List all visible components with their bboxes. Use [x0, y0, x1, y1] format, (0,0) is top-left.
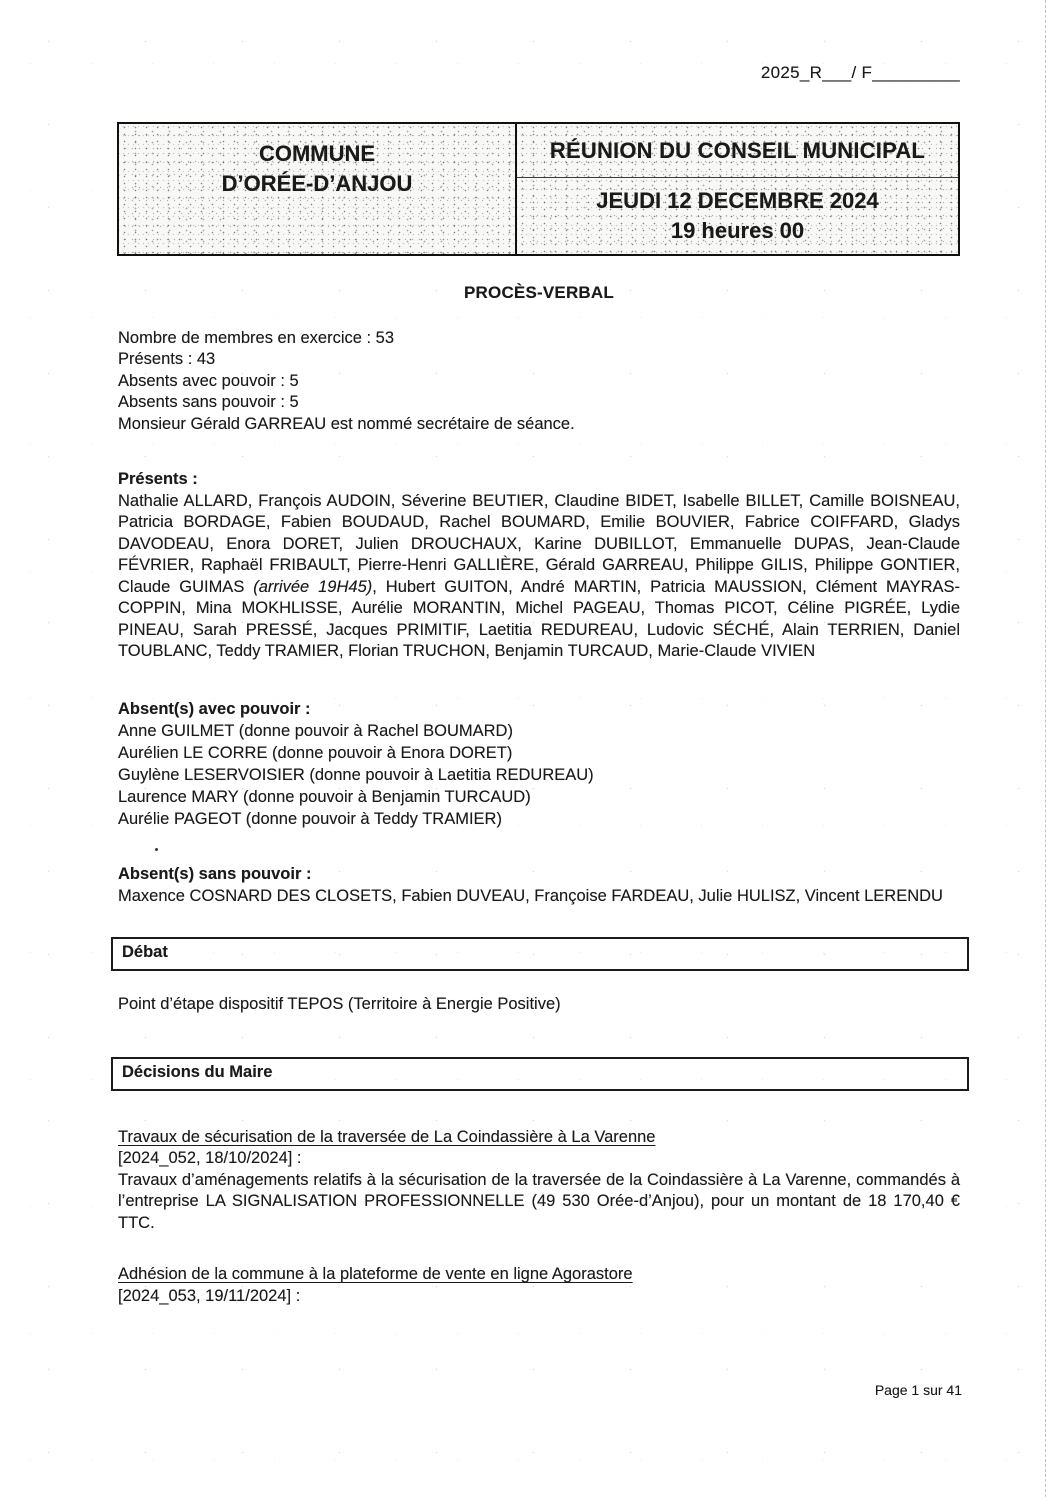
attendance-line-presents: Présents : 43 [118, 350, 216, 368]
decisions-title: Décisions du Maire [122, 1063, 273, 1081]
absent-avec-line: Aurélien LE CORRE (donne pouvoir à Enora DORET) [118, 744, 513, 762]
decision-reference: [2024_053, 19/11/2024] : [118, 1286, 301, 1305]
decision-body: Travaux d’aménagements relatifs à la sécurisation de la traversée de la Coindassière à La Varenne, commandés à l’entreprise LA SIGNALISATION PROFESSIONNELLE (49 530 Orée-d’Anjou), pour un montant de 18 170,40 € TTC. [118, 1170, 960, 1232]
page-footer: Page 1 sur 41 [874, 1382, 962, 1398]
meeting-header [117, 122, 960, 256]
absents-avec-pouvoir-block [118, 699, 960, 831]
commune-name-line2: D’ORÉE-D’ANJOU [221, 171, 413, 196]
presents-names-part2: , Hubert GUITON, André MARTIN, Patricia MAUSSION, Clément MAYRAS-COPPIN, Mina MOKHLISSE, Aurélie MORANTIN, Michel PAGEAU, Thomas PICOT, Céline PIGRÉE, Lydie PINEAU, Sarah PRESSÉ, Jacques PRIMITIF, Laetitia REDUREAU, Ludovic SÉCHÉ, Alain TERRIEN, Daniel TOUBLANC, Teddy TRAMIER, Florian TRUCHON, Benjamin TURCAUD, Marie-Claude VIVIEN [118, 577, 961, 660]
meeting-info-cell [517, 124, 958, 254]
decision-item [118, 1127, 960, 1235]
reference-number: 2025_R___/ F_________ [760, 63, 960, 82]
absents-avec-pouvoir-heading: Absent(s) avec pouvoir : [118, 699, 311, 718]
decision-heading: Adhésion de la commune à la plateforme de vente en ligne Agorastore [118, 1265, 633, 1283]
meeting-date: JEUDI 12 DECEMBRE 2024 [596, 188, 879, 213]
presents-list [118, 491, 960, 663]
attendance-line-absents-sans: Absents sans pouvoir : 5 [118, 393, 299, 411]
presents-block [118, 469, 960, 663]
absents-sans-pouvoir-heading: Absent(s) sans pouvoir : [118, 865, 312, 883]
commune-name-line1: COMMUNE [258, 141, 376, 166]
absent-avec-line: Anne GUILMET (donne pouvoir à Rachel BOUMARD) [118, 722, 513, 740]
decision-reference: [2024_052, 18/10/2024] : [118, 1149, 302, 1167]
absent-avec-line: Guylène LESERVOISIER (donne pouvoir à Laetitia REDUREAU) [118, 766, 594, 784]
attendance-summary [118, 328, 960, 436]
absent-avec-line: Aurélie PAGEOT (donne pouvoir à Teddy TRAMIER) [118, 810, 502, 828]
debat-title: Débat [122, 943, 168, 961]
commune-cell [119, 124, 517, 254]
absent-avec-line: Laurence MARY (donne pouvoir à Benjamin TURCAUD) [118, 788, 531, 806]
presents-arrival-note: (arrivée 19H45) [253, 577, 373, 596]
decision-heading: Travaux de sécurisation de la traversée de La Coindassière à La Varenne [118, 1127, 656, 1146]
attendance-line-absents-avec: Absents avec pouvoir : 5 [118, 371, 299, 390]
absents-sans-pouvoir-list: Maxence COSNARD DES CLOSETS, Fabien DUVEAU, Françoise FARDEAU, Julie HULISZ, Vincent LERENDU [118, 886, 943, 905]
attendance-line-members: Nombre de membres en exercice : 53 [118, 328, 395, 347]
section-header-decisions [111, 1057, 969, 1091]
absents-sans-pouvoir-block [118, 864, 960, 907]
meeting-datetime [517, 178, 958, 254]
presents-heading: Présents : [118, 470, 198, 488]
presents-names-part1: Nathalie ALLARD, François AUDOIN, Séverine BEUTIER, Claudine BIDET, Isabelle BILLET, Camille BOISNEAU, Patricia BORDAGE, Fabien BOUDAUD, Rachel BOUMARD, Emilie BOUVIER, Fabrice COIFFARD, Gladys DAVODEAU, Enora DORET, Julien DROUCHAUX, Karine DUBILLOT, Emmanuelle DUPAS, Jean-Claude FÉVRIER, Raphaël FRIBAULT, Pierre-Henri GALLIÈRE, Gérald GARREAU, Philippe GILIS, Philippe GONTIER, Claude GUIMAS [118, 491, 960, 596]
scan-artifact-line [1045, 0, 1046, 1497]
meeting-time: 19 heures 00 [670, 218, 805, 243]
decision-item [118, 1264, 960, 1307]
attendance-line-secretaire: Monsieur Gérald GARREAU est nommé secrétaire de séance. [118, 414, 575, 433]
section-header-debat [111, 937, 969, 971]
debat-item: Point d’étape dispositif TEPOS (Territoire à Energie Positive) [118, 994, 561, 1013]
meeting-title: RÉUNION DU CONSEIL MUNICIPAL [517, 124, 958, 178]
page-title: PROCÈS-VERBAL [464, 283, 614, 302]
